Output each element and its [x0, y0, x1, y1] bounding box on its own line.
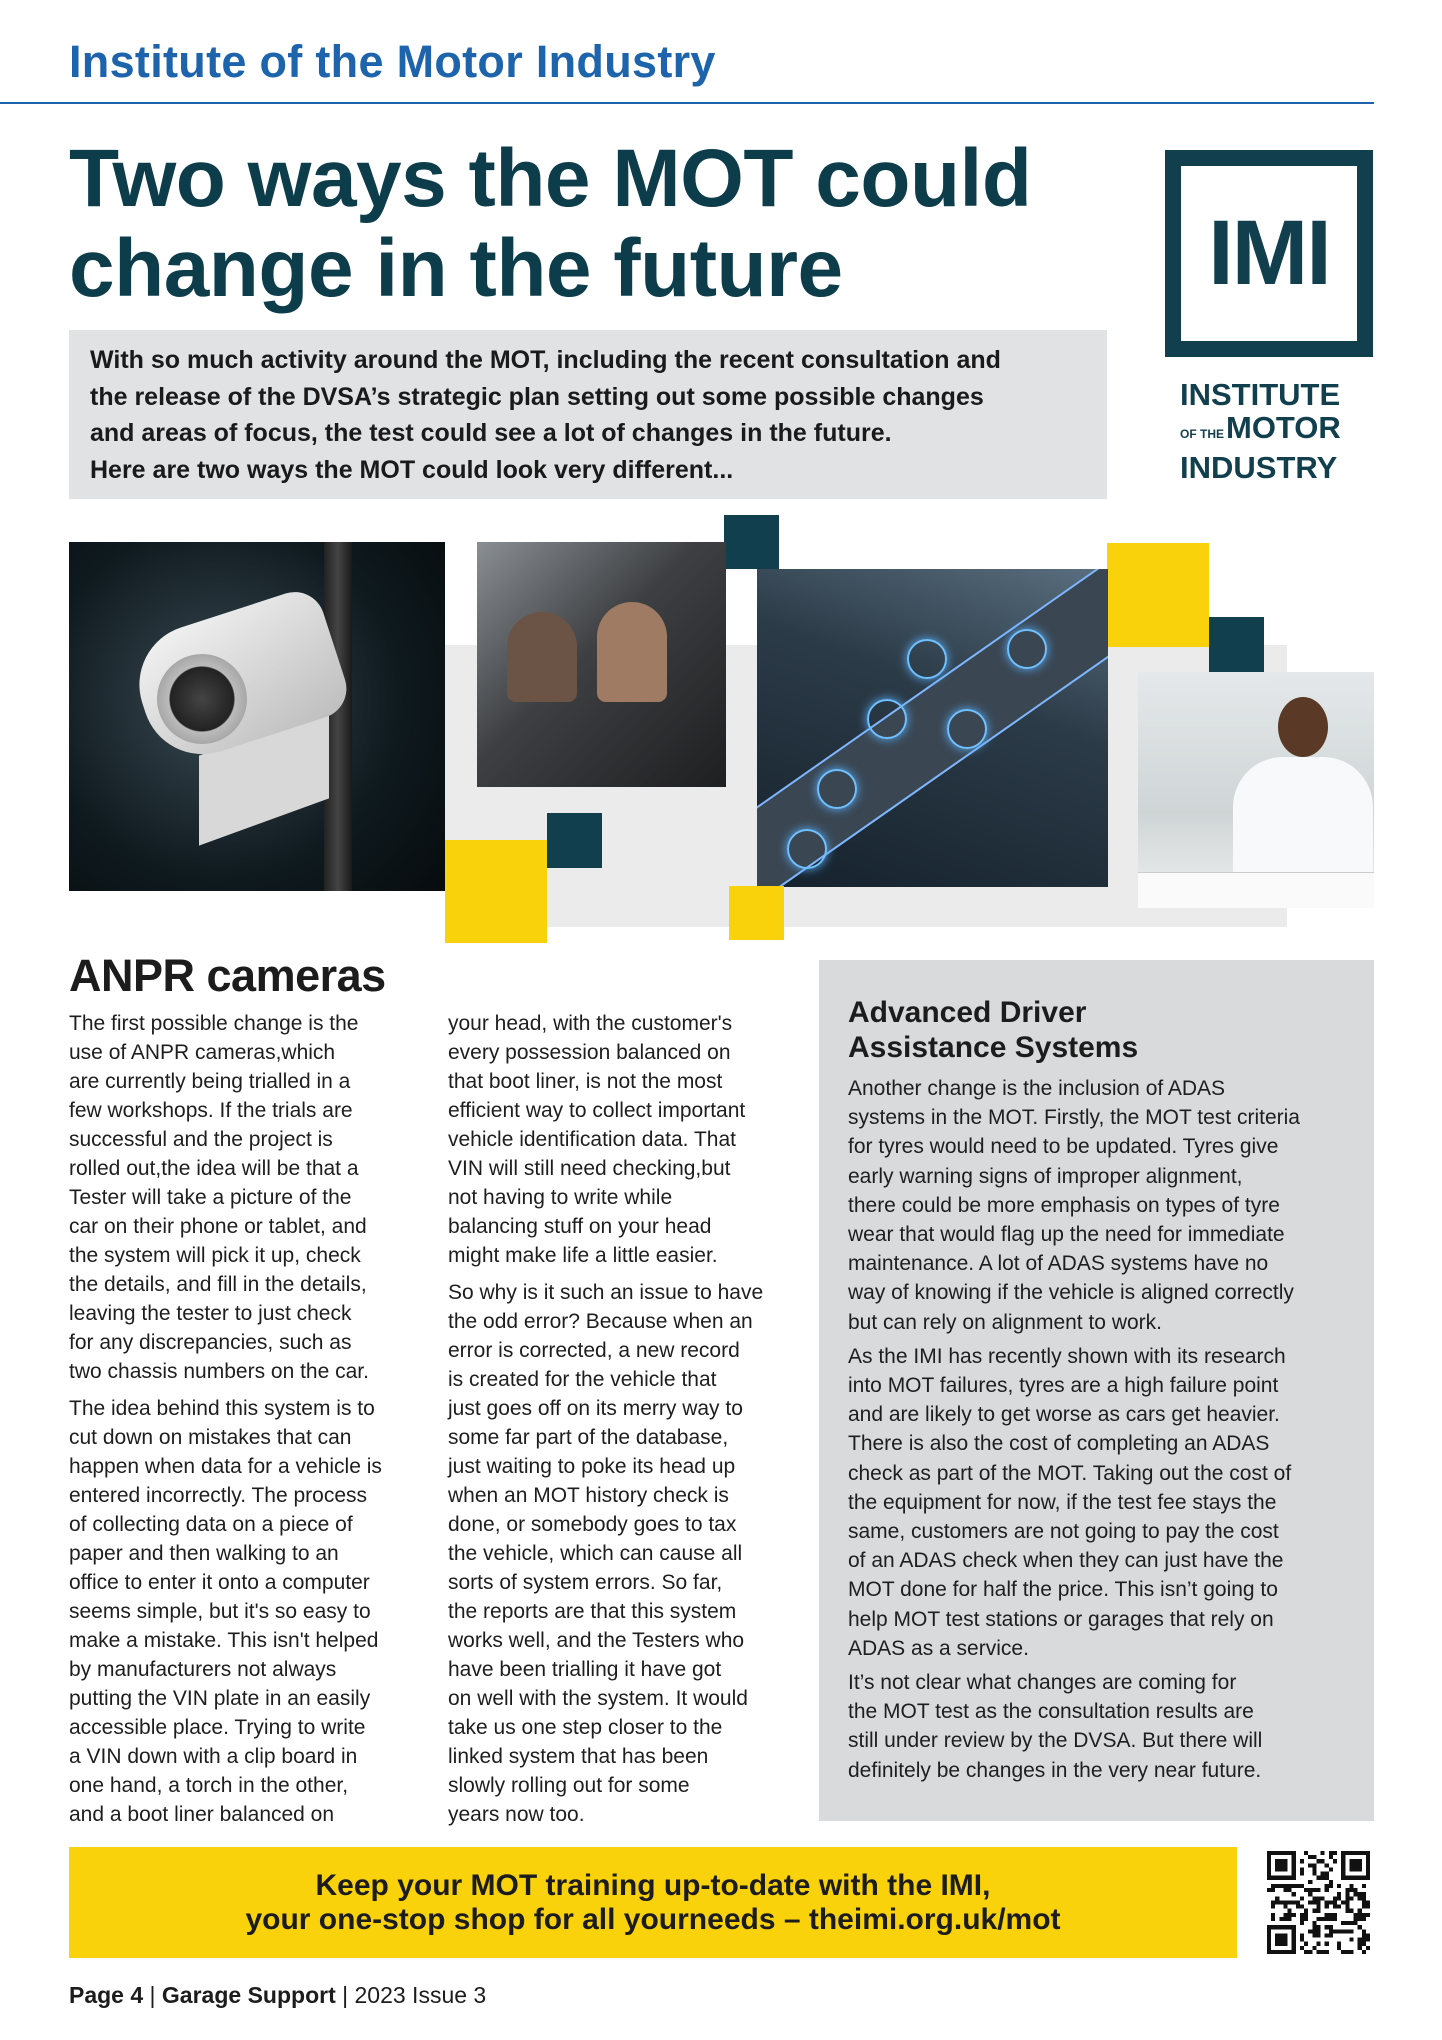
qr-module [1362, 1933, 1366, 1937]
qr-module [1358, 1913, 1362, 1917]
imi-logo [1165, 150, 1373, 357]
anpr-heading: ANPR cameras [69, 950, 386, 1001]
qr-module [1337, 1929, 1341, 1933]
qr-module [1300, 1938, 1304, 1942]
qr-module [1325, 1905, 1329, 1909]
qr-module [1366, 1905, 1370, 1909]
qr-module [1271, 1888, 1275, 1892]
qr-module [1275, 1884, 1279, 1888]
anpr-column-1 [69, 1009, 382, 1837]
qr-module [1329, 1917, 1333, 1921]
qr-module [1349, 1888, 1353, 1892]
qr-module [1354, 1888, 1358, 1892]
paragraph: your head, with the customer's every possession balanced on that boot liner, is not the most efficient way to collect important vehicle identification data. That VIN will still need checking,but not having to write while balancing stuff on your head might make life a little easier. [448, 1012, 746, 1267]
qr-module [1333, 1900, 1337, 1904]
qr-module [1325, 1942, 1329, 1946]
paragraph: The idea behind this system is to cut down on mistakes that can happen when data for a vehicle is entered incorrectly. The process of collecting data on a piece of paper and then walking to an office to enter it onto a computer seems simple, but it's so easy to make a mistake. This isn't helped by manufacturers not always putting the VIN plate in an easily accessible place. Trying to write a VIN down with a clip board in one hand, a torch in the other, and a boot liner balanced on [69, 1397, 382, 1826]
qr-module [1354, 1892, 1358, 1896]
qr-module [1345, 1896, 1349, 1900]
qr-module [1296, 1900, 1300, 1904]
qr-module [1300, 1859, 1304, 1863]
qr-module [1321, 1859, 1325, 1863]
paragraph: It’s not clear what changes are coming for the MOT test as the consultation results are still under review by the DVSA. But there will definitely be changes in the very near future. [848, 1671, 1263, 1782]
qr-module [1349, 1929, 1353, 1933]
qr-module [1362, 1884, 1366, 1888]
qr-module [1329, 1867, 1333, 1871]
paragraph: Another change is the inclusion of ADAS systems in the MOT. Firstly, the MOT test criteria for tyres would need to be updated. Tyres give early warning signs of improper alignment, there could be more emphasis on types of tyre wear that would flag up the need for immediate maintenance. A lot of ADAS systems have no way of knowing if the vehicle is aligned correctly but can rely on alignment to work. [848, 1077, 1300, 1334]
decor-square [547, 813, 602, 868]
qr-module [1341, 1921, 1345, 1925]
qr-module [1316, 1933, 1320, 1937]
qr-module [1308, 1892, 1312, 1896]
qr-module [1316, 1900, 1320, 1904]
paragraph: So why is it such an issue to have the odd error? Because when an error is corrected, a new record is created for the vehicle that just goes off on its merry way to some far part of the database, just waiting to poke its head up when an MOT history check is done, or somebody goes to tax the vehicle, which can cause all sorts of system errors. So far, the reports are that this system works well, and the Testers who have been trialling it have got on well with the system. It would take us one step closer to the linked system that has been slowly rolling out for some years now too. [448, 1281, 764, 1826]
logo-line-2-big: MOTOR [1226, 410, 1341, 445]
qr-module [1312, 1946, 1316, 1950]
qr-module [1292, 1913, 1296, 1917]
qr-module [1312, 1909, 1316, 1913]
decor-square [729, 886, 784, 940]
qr-module [1337, 1942, 1341, 1946]
qr-module [1325, 1884, 1329, 1888]
qr-module [1304, 1950, 1308, 1954]
qr-module [1316, 1929, 1320, 1933]
qr-module [1325, 1925, 1329, 1929]
decor-square [1107, 543, 1209, 647]
page-title: Two ways the MOT could change in the future [69, 133, 1032, 314]
qr-module [1358, 1896, 1362, 1900]
qr-module [1362, 1900, 1366, 1904]
qr-module [1283, 1888, 1287, 1892]
qr-module [1345, 1892, 1349, 1896]
qr-module [1312, 1888, 1316, 1892]
paragraph: The first possible change is the use of ANPR cameras,which are currently being trialled in a few workshops. If the trials are successful and the project is rolled out,the idea will be that a Tester will take a picture of the car on their phone or tablet, and the system will pick it up, check the details, and fill in the details, leaving the tester to just check for any discrepancies, such as two chassis numbers on the car. [69, 1012, 369, 1383]
qr-module [1345, 1929, 1349, 1933]
adas-heading: Advanced Driver Assistance Systems [848, 996, 1139, 1064]
qr-module [1358, 1942, 1362, 1946]
qr-module [1283, 1900, 1287, 1904]
logo-line-2 [1180, 411, 1341, 451]
qr-module [1362, 1942, 1366, 1946]
qr-module [1345, 1950, 1349, 1954]
qr-module [1321, 1917, 1325, 1921]
qr-module [1304, 1942, 1308, 1946]
qr-module [1329, 1884, 1333, 1888]
qr-module [1308, 1950, 1312, 1954]
qr-module [1358, 1892, 1362, 1896]
qr-module [1329, 1855, 1333, 1859]
qr-module [1321, 1851, 1325, 1855]
qr-module [1354, 1913, 1358, 1917]
logo-line-1: INSTITUTE [1180, 377, 1341, 412]
banner-line-1: Keep your MOT training up-to-date with the IMI, [315, 1868, 991, 1902]
qr-module [1345, 1909, 1349, 1913]
qr-module [1329, 1925, 1333, 1929]
qr-module [1292, 1892, 1296, 1896]
qr-module [1312, 1872, 1316, 1876]
qr-module [1329, 1880, 1333, 1884]
qr-module [1271, 1913, 1275, 1917]
qr-module [1275, 1896, 1279, 1900]
qr-module [1267, 1888, 1271, 1892]
qr-module [1308, 1880, 1312, 1884]
qr-module [1300, 1884, 1304, 1888]
qr-module [1316, 1917, 1320, 1921]
footer-separator: | [143, 1982, 162, 2008]
qr-module [1312, 1925, 1316, 1929]
qr-module [1300, 1913, 1304, 1917]
qr-module [1300, 1946, 1304, 1950]
qr-module [1312, 1921, 1316, 1925]
promo-banner[interactable] [69, 1847, 1237, 1958]
qr-module [1333, 1851, 1337, 1855]
qr-module [1329, 1913, 1333, 1917]
qr-module [1316, 1859, 1320, 1863]
logo-wordmark [1180, 378, 1341, 484]
qr-module [1321, 1950, 1325, 1954]
qr-module [1345, 1921, 1349, 1925]
qr-module [1325, 1913, 1329, 1917]
qr-module [1312, 1863, 1316, 1867]
qr-module [1366, 1900, 1370, 1904]
qr-module [1366, 1946, 1370, 1950]
qr-module [1362, 1896, 1366, 1900]
qr-module [1312, 1867, 1316, 1871]
page-footer [69, 1982, 486, 2009]
qr-module [1279, 1884, 1283, 1888]
footer-separator: | [335, 1982, 355, 2008]
publication-name: Garage Support [161, 1982, 336, 2008]
qr-module [1345, 1900, 1349, 1904]
qr-module [1312, 1900, 1316, 1904]
qr-module [1308, 1900, 1312, 1904]
qr-module [1325, 1950, 1329, 1954]
qr-module [1300, 1896, 1304, 1900]
qr-module [1349, 1884, 1353, 1888]
qr-module [1288, 1913, 1292, 1917]
qr-module [1271, 1884, 1275, 1888]
qr-module [1333, 1913, 1337, 1917]
qr-module [1325, 1917, 1329, 1921]
qr-module [1325, 1900, 1329, 1904]
qr-module [1329, 1933, 1333, 1937]
adas-body [848, 1074, 1300, 1790]
qr-module [1366, 1913, 1370, 1917]
qr-module [1325, 1863, 1329, 1867]
qr-module [1337, 1892, 1341, 1896]
qr-module [1358, 1946, 1362, 1950]
qr-module [1288, 1888, 1292, 1892]
qr-module [1354, 1917, 1358, 1921]
qr-module [1362, 1905, 1366, 1909]
qr-module [1325, 1933, 1329, 1937]
qr-module [1337, 1884, 1341, 1888]
qr-module [1333, 1859, 1337, 1863]
qr-module [1283, 1905, 1287, 1909]
qr-module [1312, 1933, 1316, 1937]
qr-module [1283, 1917, 1287, 1921]
qr-module [1304, 1909, 1308, 1913]
qr-module [1308, 1929, 1312, 1933]
qr-module [1316, 1888, 1320, 1892]
qr-module [1362, 1892, 1366, 1896]
decor-square [1209, 617, 1264, 672]
qr-module [1329, 1851, 1333, 1855]
qr-module [1316, 1896, 1320, 1900]
qr-module [1288, 1909, 1292, 1913]
org-header: Institute of the Motor Industry [69, 36, 716, 87]
qr-module [1325, 1876, 1329, 1880]
qr-module [1358, 1938, 1362, 1942]
logo-mark: IMI [1208, 202, 1330, 304]
qr-module [1337, 1905, 1341, 1909]
qr-module [1279, 1900, 1283, 1904]
qr-module [1321, 1872, 1325, 1876]
qr-module [1275, 1900, 1279, 1904]
qr-module [1333, 1917, 1337, 1921]
qr-module [1316, 1876, 1320, 1880]
paragraph: As the IMI has recently shown with its research into MOT failures, tyres are a high failure point and are likely to get worse as cars get heavier. There is also the cost of completing an ADAS check as part of the MOT. Taking out the cost of the equipment for now, if the test fee stays the same, customers are not going to pay the cost of an ADAS check when they can just have the MOT done for half the price. This isn’t going to help MOT test stations or garages that rely on ADAS as a service. [848, 1344, 1292, 1660]
qr-module [1349, 1921, 1353, 1925]
qr-module [1366, 1938, 1370, 1942]
intro-box [69, 330, 1107, 499]
qr-module [1312, 1855, 1316, 1859]
qr-module [1329, 1900, 1333, 1904]
qr-module [1300, 1872, 1304, 1876]
anpr-camera-photo [69, 542, 445, 891]
qr-module [1296, 1905, 1300, 1909]
qr-module [1362, 1917, 1366, 1921]
qr-module [1345, 1905, 1349, 1909]
qr-module [1349, 1950, 1353, 1954]
banner-line-2[interactable]: your one-stop shop for all yourneeds – theimi.org.uk/mot [245, 1902, 1061, 1936]
qr-module [1283, 1884, 1287, 1888]
qr-module [1300, 1933, 1304, 1937]
qr-module [1354, 1921, 1358, 1925]
qr-module [1321, 1876, 1325, 1880]
qr-module [1316, 1905, 1320, 1909]
qr-module [1341, 1900, 1345, 1904]
anpr-column-2 [448, 1009, 763, 1837]
qr-module [1329, 1929, 1333, 1933]
qr-module [1288, 1900, 1292, 1904]
decor-square [724, 515, 779, 569]
qr-module [1325, 1888, 1329, 1892]
qr-module [1349, 1909, 1353, 1913]
qr-module [1333, 1929, 1337, 1933]
qr-module [1333, 1905, 1337, 1909]
qr-module [1304, 1913, 1308, 1917]
header-divider [0, 102, 1374, 104]
qr-module [1362, 1929, 1366, 1933]
qr-module [1362, 1950, 1366, 1954]
qr-module [1341, 1950, 1345, 1954]
qr-module [1304, 1851, 1308, 1855]
qr-module [1300, 1867, 1304, 1871]
qr-module [1271, 1905, 1275, 1909]
qr-code[interactable] [1267, 1851, 1370, 1954]
qr-module [1279, 1917, 1283, 1921]
qr-module [1333, 1896, 1337, 1900]
qr-module [1362, 1913, 1366, 1917]
qr-module [1308, 1855, 1312, 1859]
qr-module [1337, 1896, 1341, 1900]
qr-module [1341, 1929, 1345, 1933]
qr-module [1316, 1909, 1320, 1913]
qr-module [1358, 1925, 1362, 1929]
qr-module [1292, 1900, 1296, 1904]
issue-label: 2023 Issue 3 [354, 1982, 487, 2008]
intro-text: With so much activity around the MOT, including the recent consultation and the release of the DVSA’s strategic plan setting out some possible changes and areas of focus, the test could see a lot of changes in the future. Here are two ways the MOT could look very different... [90, 346, 1001, 484]
qr-module [1308, 1863, 1312, 1867]
qr-module [1283, 1913, 1287, 1917]
qr-module [1321, 1896, 1325, 1900]
qr-module [1312, 1896, 1316, 1900]
qr-module [1288, 1917, 1292, 1921]
qr-module [1275, 1859, 1287, 1871]
qr-module [1296, 1884, 1300, 1888]
logo-line-2-small: OF THE [1180, 427, 1224, 441]
qr-module [1275, 1933, 1287, 1945]
qr-module [1349, 1896, 1353, 1900]
qr-module [1345, 1888, 1349, 1892]
logo-line-3: INDUSTRY [1180, 450, 1338, 485]
decor-square [445, 840, 547, 943]
qr-module [1300, 1917, 1304, 1921]
qr-module [1300, 1905, 1304, 1909]
adas-highway-photo [757, 569, 1108, 887]
qr-module [1358, 1917, 1362, 1921]
qr-module [1337, 1946, 1341, 1950]
qr-module [1271, 1900, 1275, 1904]
qr-module [1300, 1921, 1304, 1925]
qr-module [1362, 1938, 1366, 1942]
qr-module [1304, 1917, 1308, 1921]
qr-module [1316, 1950, 1320, 1954]
qr-module [1304, 1888, 1308, 1892]
qr-module [1312, 1929, 1316, 1933]
page-number: Page 4 [69, 1982, 144, 2008]
qr-module [1271, 1917, 1275, 1921]
qr-module [1316, 1942, 1320, 1946]
qr-module [1325, 1872, 1329, 1876]
qr-module [1316, 1925, 1320, 1929]
businessman-phone-photo [1138, 672, 1374, 908]
qr-module [1308, 1888, 1312, 1892]
qr-module [1366, 1933, 1370, 1937]
qr-module [1349, 1938, 1353, 1942]
qr-module [1349, 1859, 1361, 1871]
qr-module [1292, 1884, 1296, 1888]
qr-module [1358, 1909, 1362, 1913]
qr-module [1288, 1884, 1292, 1888]
car-interior-photo [477, 542, 726, 787]
